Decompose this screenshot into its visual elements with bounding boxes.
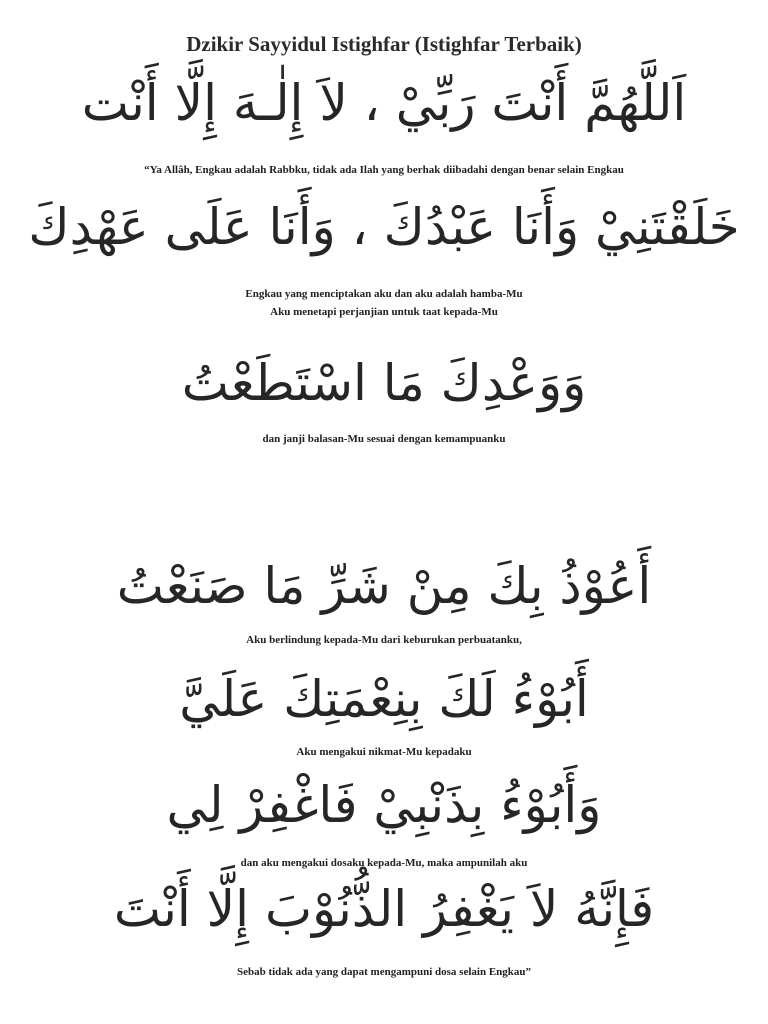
translation-line-4: Aku berlindung kepada-Mu dari keburukan perbuatanku, xyxy=(246,634,522,646)
translation-line-2b: Aku menetapi perjanjian untuk taat kepada-Mu xyxy=(270,306,498,318)
arabic-line-5: أَبُوْءُ لَكَ بِنِعْمَتِكَ عَلَيَّ xyxy=(179,670,589,728)
arabic-line-1: اَللَّهُمَّ أَنْتَ رَبِّيْ ، لاَ إِلٰـهَ إِلَّا أَنْت xyxy=(81,74,687,132)
arabic-line-3: وَوَعْدِكَ مَا اسْتَطَعْتُ xyxy=(181,354,587,412)
page-title: Dzikir Sayyidul Istighfar (Istighfar Terbaik) xyxy=(186,32,582,56)
arabic-line-6: وَأَبُوْءُ بِذَنْبِيْ فَاغْفِرْ لِي xyxy=(166,776,602,834)
translation-line-7: Sebab tidak ada yang dapat mengampuni dosa selain Engkau” xyxy=(236,966,532,978)
translation-line-5: Aku mengakui nikmat-Mu kepadaku xyxy=(296,746,472,758)
arabic-line-7: فَإِنَّهُ لاَ يَغْفِرُ الذُّنُوْبَ إِلَّا أَنْتَ xyxy=(113,880,655,938)
arabic-line-2: خَلَقْتَنِيْ وَأَنَا عَبْدُكَ ، وَأَنَا عَلَى عَهْدِكَ xyxy=(28,198,740,256)
translation-line-2a: Engkau yang menciptakan aku dan aku adalah hamba-Mu xyxy=(245,288,523,300)
translation-line-6: dan aku mengakui dosaku kepada-Mu, maka ampunilah aku xyxy=(240,857,528,869)
translation-line-1: “Ya Allâh, Engkau adalah Rabbku, tidak ada Ilah yang berhak diibadahi dengan benar selain Engkau xyxy=(144,164,624,176)
translation-line-3: dan janji balasan-Mu sesuai dengan kemampuanku xyxy=(262,433,506,445)
arabic-line-4: أَعُوْذُ بِكَ مِنْ شَرِّ مَا صَنَعْتُ xyxy=(116,557,652,615)
